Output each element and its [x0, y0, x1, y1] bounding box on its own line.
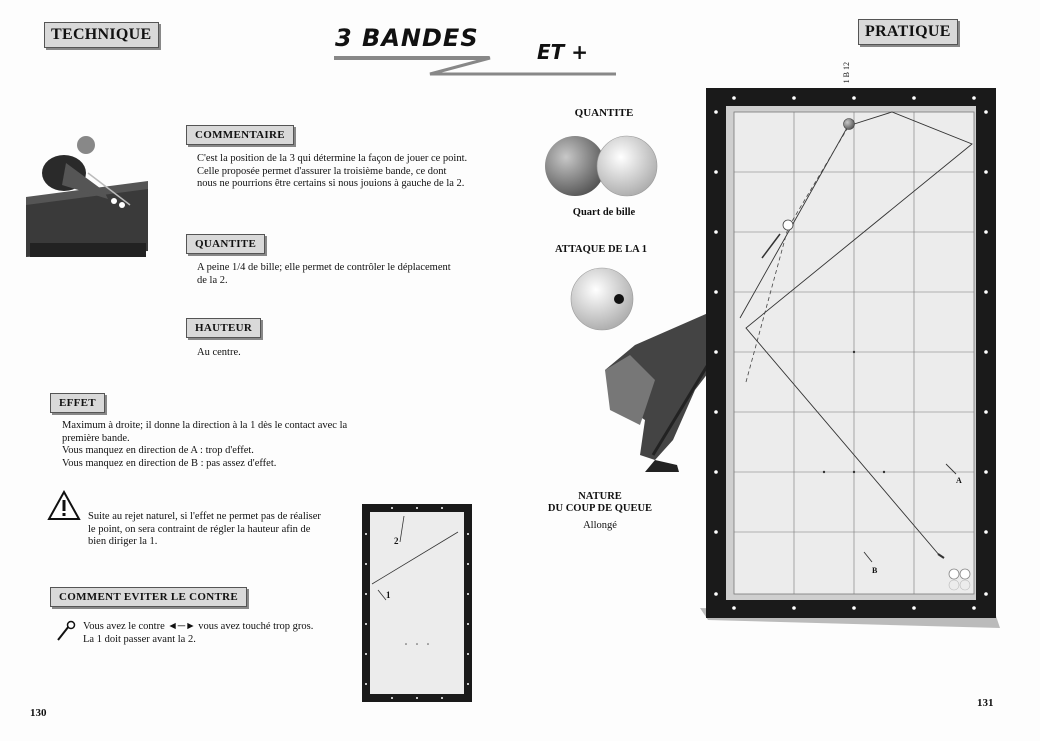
- effet-text: [62, 420, 382, 470]
- vertical-code: 1 B 12: [842, 62, 851, 84]
- cue-chalk-icon: [55, 618, 79, 642]
- quantite-label-left: QUANTITE: [186, 234, 265, 254]
- effet-line-3: Vous manquez en direction de A : trop d'effet.: [62, 445, 254, 456]
- quantite-line-2: de la 2.: [197, 274, 228, 286]
- effet-line-1: Maximum à droite; il donne la direction à la 1 dès le contact avec la: [62, 420, 348, 431]
- hauteur-label: HAUTEUR: [186, 318, 261, 338]
- warning-line-2: le point, on sera contraint de régler la hauteur afin de: [88, 523, 311, 535]
- nature-value: Allongé: [583, 520, 617, 531]
- hauteur-text: Au centre.: [197, 347, 241, 358]
- attaque-label: ATTAQUE DE LA 1: [554, 244, 648, 255]
- contre-line-2: La 1 doit passer avant la 2.: [83, 633, 196, 645]
- small-table-label-1: 1: [386, 590, 391, 600]
- big-table-diagram: [700, 88, 1000, 628]
- small-table-diagram: [362, 504, 472, 702]
- commentaire-line-2: Celle proposée permet d'assurer la troisième bande, ce dont: [197, 165, 447, 177]
- sub-title: ET +: [537, 40, 589, 64]
- warning-line-3: bien diriger la 1.: [88, 536, 158, 547]
- effet-line-4: Vous manquez en direction de B : pas assez d'effet.: [62, 457, 277, 469]
- main-title: 3 BANDES: [335, 24, 479, 52]
- small-table-label-2: 2: [394, 536, 399, 546]
- warning-text: [88, 511, 348, 549]
- quarter-ball-diagram: [543, 128, 661, 204]
- marker-b: B: [872, 566, 878, 575]
- nature-label-line-1: NATURE: [578, 491, 622, 502]
- title-underline-zigzag: [330, 52, 620, 78]
- page-number-right: 131: [977, 697, 994, 709]
- quantite-line-1: A peine 1/4 de bille; elle permet de contrôler le déplacement: [197, 262, 451, 273]
- contre-line-1: Vous avez le contre ◄─► vous avez touché trop gros.: [83, 621, 314, 632]
- nature-label-line-2: DU COUP DE QUEUE: [547, 503, 653, 514]
- nature-label: [520, 491, 680, 515]
- warning-line-1: Suite au rejet naturel, si l'effet ne permet pas de réaliser: [88, 511, 321, 522]
- contre-label: COMMENT EVITER LE CONTRE: [50, 587, 247, 607]
- quantite-text: [197, 262, 497, 287]
- player-photo: [26, 133, 148, 257]
- commentaire-line-3: nous ne pourrions être certains si nous jouions à gauche de la 2.: [197, 178, 465, 189]
- quantite-caption: Quart de bille: [572, 207, 636, 218]
- pratique-label: PRATIQUE: [858, 19, 958, 45]
- quantite-label-right: QUANTITE: [574, 107, 634, 119]
- commentaire-line-1: C'est la position de la 3 qui détermine la façon de jouer ce point.: [197, 153, 468, 164]
- commentaire-label: COMMENTAIRE: [186, 125, 294, 145]
- technique-label: TECHNIQUE: [44, 22, 159, 48]
- commentaire-text: [197, 153, 497, 191]
- page-number-left: 130: [30, 707, 47, 719]
- effet-line-2: première bande.: [62, 432, 130, 444]
- effet-label: EFFET: [50, 393, 105, 413]
- warning-icon: [47, 490, 81, 522]
- marker-a: A: [956, 476, 962, 485]
- contre-text: [83, 621, 343, 646]
